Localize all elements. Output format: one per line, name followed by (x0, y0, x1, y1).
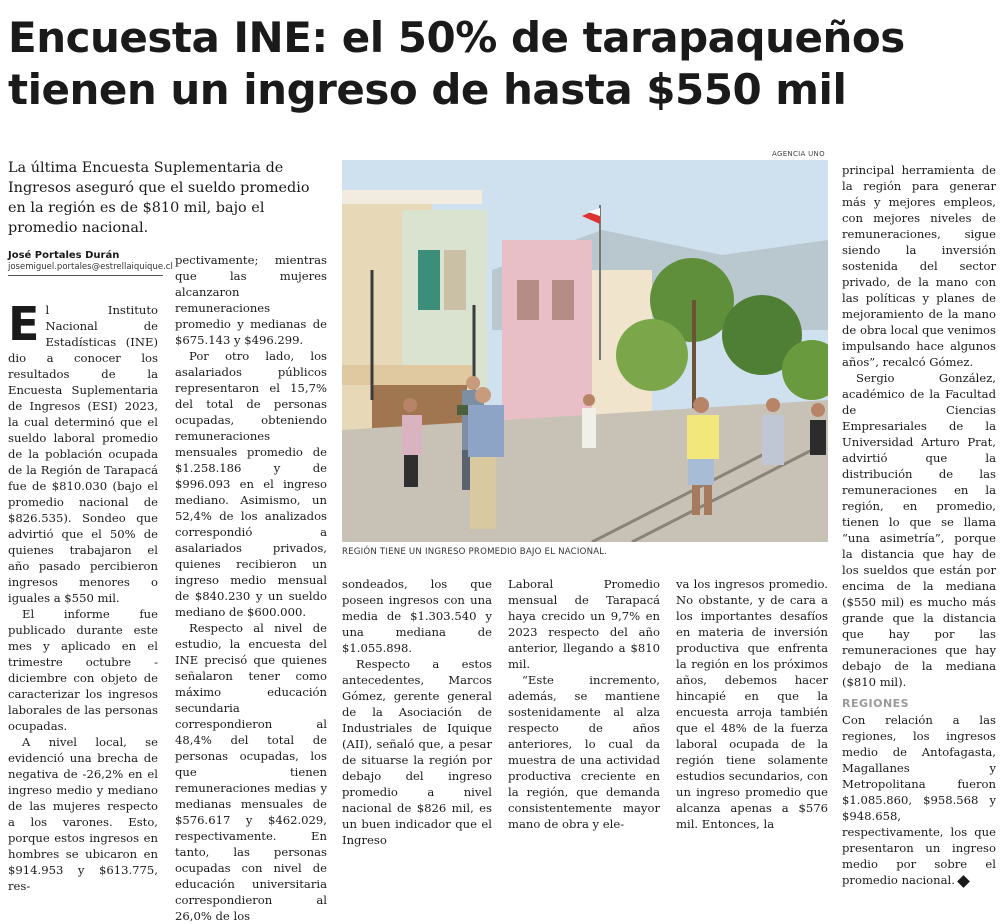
paragraph: va los ingresos promedio. No obstante, y de cara a los importantes desafíos en materia de inversión productiva que enfrenta la región en los próximos años, debemos hacer hincapié en que la encuesta arroja también que el 48% de la fuerza laboral ocupada de la región tiene solamente estudios secundarios, con un ingreso promedio que alcanza apenas a $576 mil. Entonces, la (676, 577, 828, 831)
paragraph: Sergio González, académico de la Facultad de Ciencias Empresariales de la Universidad Arturo Prat, advirtió que la distribución de las remuneraciones en la región, en promedio, tienen lo que se llama “una asimetría”, porque la distancia que hay de los sueldos que están por encima de la mediana ($550 mil) es mucho más grande que la distancia que hay por las remuneraciones que hay debajo de la mediana ($810 mil). (842, 371, 996, 689)
paragraph: Por otro lado, los asalariados públicos representaron el 15,7% del total de personas ocupadas, obteniendo remuneraciones mensuales promedio de $1.258.186 y de $996.093 en el ingreso mediano. Asimismo, un 52,4% de los analizados correspondió a asalariados privados, quienes recibieron un ingreso medio mensual de $840.230 y un sueldo mediano de $600.000. (175, 349, 327, 619)
body-column-2 (175, 252, 327, 924)
headline-line-2: tienen un ingreso de hasta $550 mil (8, 65, 847, 114)
dropcap: E (8, 297, 40, 351)
paragraph: El informe fue publicado durante este mes y aplicado en el trimestre octubre - diciembre con objeto de caracterizar los ingresos laborales de las personas ocupadas. (8, 607, 158, 733)
paragraph: Con relación a las regiones, los ingresos medio de Antofagasta, Magallanes y Metropolitana fueron $1.085.860, $958.568 y $948.658, respectivamente, los que presentaron un ingreso medio por sobre el promedio nacional. (842, 713, 996, 887)
paragraph: Respecto al nivel de estudio, la encuesta del INE precisó que quienes señalaron tener como máximo educación secundaria correspondieron al 48,4% del total de personas ocupadas, los que tienen remuneraciones medias y medianas mensuales de $576.617 y $462.029, respectivamente. En tanto, las personas ocupadas con nivel de educación universitaria correspondieron al 26,0% de los (175, 621, 327, 923)
paragraph: pectivamente; mientras que las mujeres alcanzaron remuneraciones promedio y medianas de $675.143 y $496.299. (175, 253, 327, 347)
body-column-6 (842, 162, 996, 888)
photo-caption: REGIÓN TIENE UN INGRESO PROMEDIO BAJO EL NACIONAL. (342, 547, 608, 557)
paragraph: “Este incremento, además, se mantiene sostenidamente al alza respecto de años anteriores, lo cual da muestra de una actividad productiva creciente en la región, que demanda consistentemente mayor mano de obra y ele- (508, 673, 660, 831)
paragraph: principal herramienta de la región para generar más y mejores empleos, con mejores niveles de remuneraciones, sigue siendo la inversión sostenida del sector privado, de la mano con las políticas y planes de mejoramiento de la mano de obra local que venimos impulsando hace algunos años”, recalcó Gómez. (842, 163, 996, 369)
street-photo (342, 160, 828, 542)
author-name: José Portales Durán (8, 250, 120, 261)
paragraph: sondeados, los que poseen ingresos con una media de $1.303.540 y una mediana de $1.055.898. (342, 577, 492, 655)
body-column-1 (8, 297, 158, 894)
body-column-3 (342, 576, 492, 848)
street-scene-illustration (342, 160, 828, 542)
author-email[interactable]: josemiguel.portales@estrellaiquique.cl (8, 262, 173, 272)
end-mark-icon (957, 875, 970, 888)
body-column-4 (508, 576, 660, 832)
paragraph: Laboral Promedio mensual de Tarapacá haya crecido un 9,7% en 2023 respecto del año anterior, llegando a $810 mil. (508, 577, 660, 671)
headline-line-1: Encuesta INE: el 50% de tarapaqueños (8, 13, 905, 62)
paragraph: Respecto a estos antecedentes, Marcos Gómez, gerente general de la Asociación de Industriales de Iquique (AII), señaló que, a pesar de situarse la región por debajo del ingreso promedio a nivel nacional de $826 mil, es un buen indicador que el Ingreso (342, 657, 492, 847)
headline (8, 12, 998, 116)
paragraph: A nivel local, se evidenció una brecha de negativa de -26,2% en el ingreso medio y mediano de las mujeres respecto a los varones. Esto, porque estos ingresos en hombres se ubicaron en $914.953 y $613.775, res- (8, 735, 158, 893)
byline (8, 249, 173, 276)
deck-summary: La última Encuesta Suplementaria de Ingresos aseguró que el sueldo promedio en la región es de $810 mil, bajo el promedio nacional. (8, 160, 310, 236)
body-column-5 (676, 576, 828, 832)
paragraph: El Instituto Nacional de Estadísticas (INE) dio a conocer los resultados de la Encuesta Suplementaria de Ingresos (ESI) 2023, la cual determinó que el sueldo laboral promedio de la población ocupada de la Región de Tarapacá fue de $810.030 (bajo el promedio nacional de $826.535). Sondeo que advirtió que el 50% de quienes trabajaron el año pasado percibieron ingresos menores o iguales a $550 mil. (8, 297, 158, 605)
section-heading-regiones: REGIONES (842, 697, 910, 710)
photo-credit: AGENCIA UNO (772, 150, 825, 158)
